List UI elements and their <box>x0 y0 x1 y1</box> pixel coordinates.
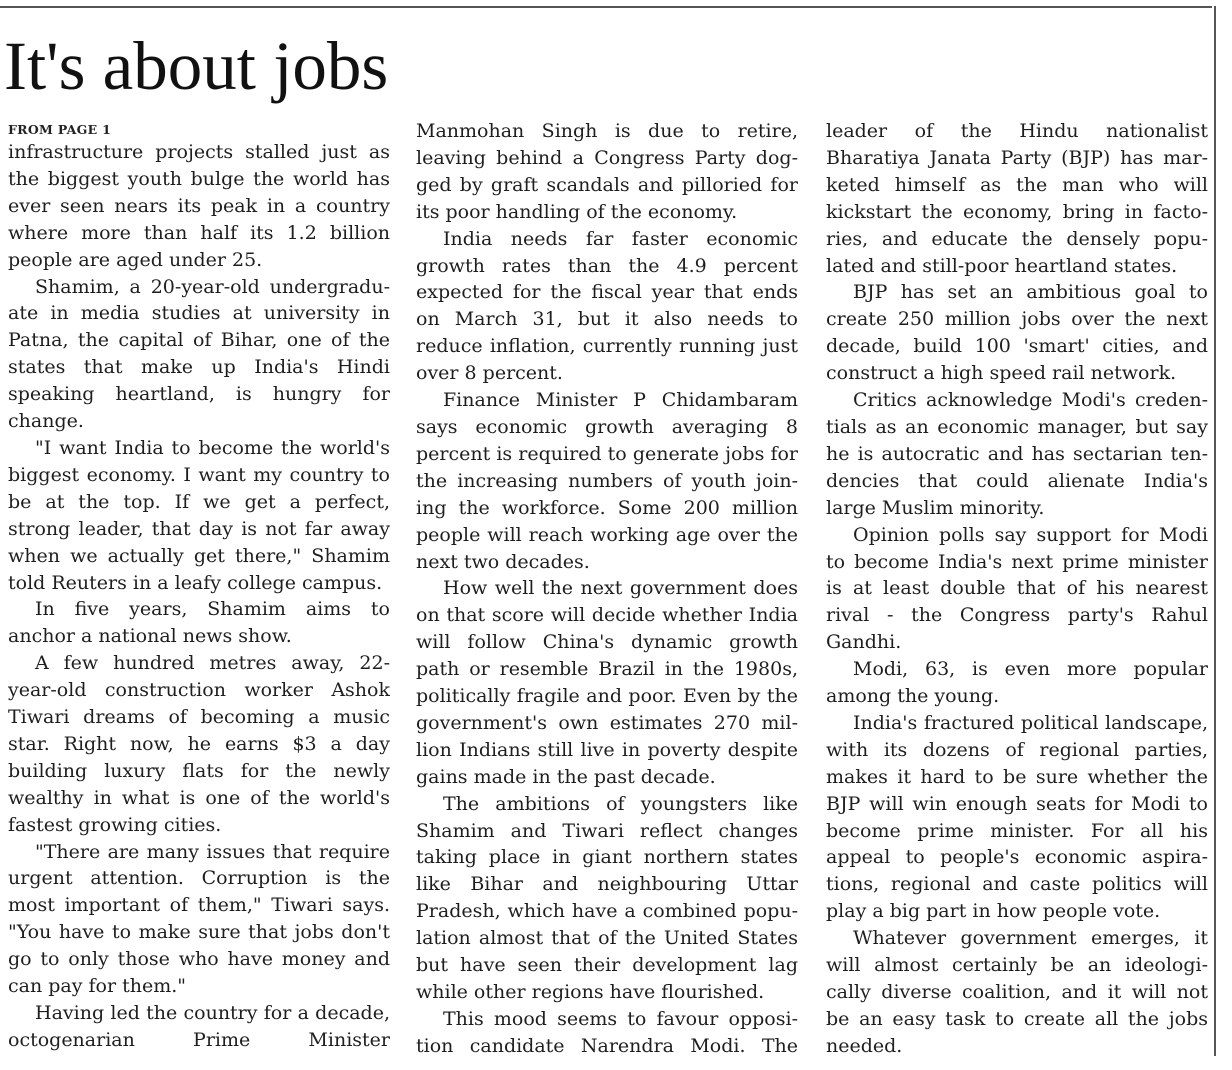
paragraph: A few hundred metres away, 22-year-old construction worker Ashok Tiwari dreams of becoming a music star. Right now, he earns $3 a day building luxury flats for the newly wealthy in what is one of the world's fastest growing cities. <box>8 652 390 836</box>
paragraph: Critics acknowledge Modi's credentials as an economic manager, but say he is autocratic and has sectarian tendencies that could alienate India's large Muslim minority. <box>826 389 1208 519</box>
article-headline: It's about jobs <box>4 28 389 104</box>
article-column-1 <box>8 118 390 1064</box>
paragraph: In five years, Shamim aims to anchor a national news show. <box>8 598 390 648</box>
paragraph: "I want India to become the world's biggest economy. I want my country to be at the top. If we get a perfect, strong leader, that day is not far away when we actually get there," Shamim told Reuters in a leafy college campus. <box>8 436 390 594</box>
paragraph: India needs far faster economic growth rates than the 4.9 percent expected for the fiscal year that ends on March 31, but it also needs to reduce inflation, currently running just over 8 percent. <box>416 227 798 385</box>
paragraph: India's fractured political landscape, with its dozens of regional parties, makes it hard to be sure whether the BJP will win enough seats for Modi to become prime minister. For all his appeal to people's economic aspirations, regional and caste politics will play a big part in how people vote. <box>826 711 1208 923</box>
paragraph: "There are many issues that require urgent attention. Corruption is the most important of them," Tiwari says. "You have to make sure that jobs don't go to only those who have money and can pay for them." <box>8 840 390 998</box>
paragraph: Shamim, a 20-year-old undergraduate in media studies at university in Patna, the capital of Bihar, one of the states that make up India's Hindi speaking heartland, is hungry for change. <box>8 275 390 433</box>
paragraph: How well the next government does on that score will decide whether India will follow China's dynamic growth path or resemble Brazil in the 1980s, politically fragile and poor. Even by the government's own estimates 270 million Indians still live in poverty despite gains made in the past decade. <box>416 577 798 788</box>
paragraph: Having led the country for a decade, octogenarian Prime Minister <box>8 1002 390 1051</box>
article-column-3 <box>826 118 1208 1064</box>
paragraph: BJP has set an ambitious goal to create 250 million jobs over the next decade, build 100 'smart' cities, and construct a high speed rail network. <box>826 281 1208 385</box>
article-column-2 <box>416 118 798 1064</box>
top-rule <box>0 6 1212 8</box>
paragraph: Finance Minister P Chidambaram says economic growth averaging 8 percent is required to generate jobs for the increasing numbers of youth joining the workforce. Some 200 million people will reach working age over the next two decades. <box>416 389 798 573</box>
paragraph: leader of the Hindu nationalist Bharatiya Janata Party (BJP) has marketed himself as the man who will kickstart the economy, bring in factories, and educate the densely populated and still-poor heartland states. <box>826 120 1208 277</box>
paragraph: Whatever government emerges, it will almost certainly be an ideologically diverse coalition, and it will not be an easy task to create all the jobs needed. <box>826 927 1208 1057</box>
from-page-kicker: FROM PAGE 1 <box>8 122 112 137</box>
paragraph: This mood seems to favour opposition candidate Narendra Modi. The <box>416 1007 798 1057</box>
paragraph: Opinion polls say support for Modi to become India's next prime minister is at least double that of his nearest rival - the Congress party's Rahul Gandhi. <box>826 523 1208 654</box>
paragraph: The ambitions of youngsters like Shamim and Tiwari reflect changes taking place in giant northern states like Bihar and neighbouring Uttar Pradesh, which have a combined population almost that of the United States but have seen their development lag while other regions have flourished. <box>416 792 798 1003</box>
paragraph: infrastructure projects stalled just as the biggest youth bulge the world has ever seen nears its peak in a country where more than half its 1.2 billion people are aged under 25. <box>8 141 390 271</box>
paragraph: Modi, 63, is even more popular among the young. <box>826 658 1208 708</box>
right-rule <box>1214 6 1216 1056</box>
paragraph: Manmohan Singh is due to retire, leaving behind a Congress Party dogged by graft scandals and pilloried for its poor handling of the economy. <box>416 120 798 223</box>
